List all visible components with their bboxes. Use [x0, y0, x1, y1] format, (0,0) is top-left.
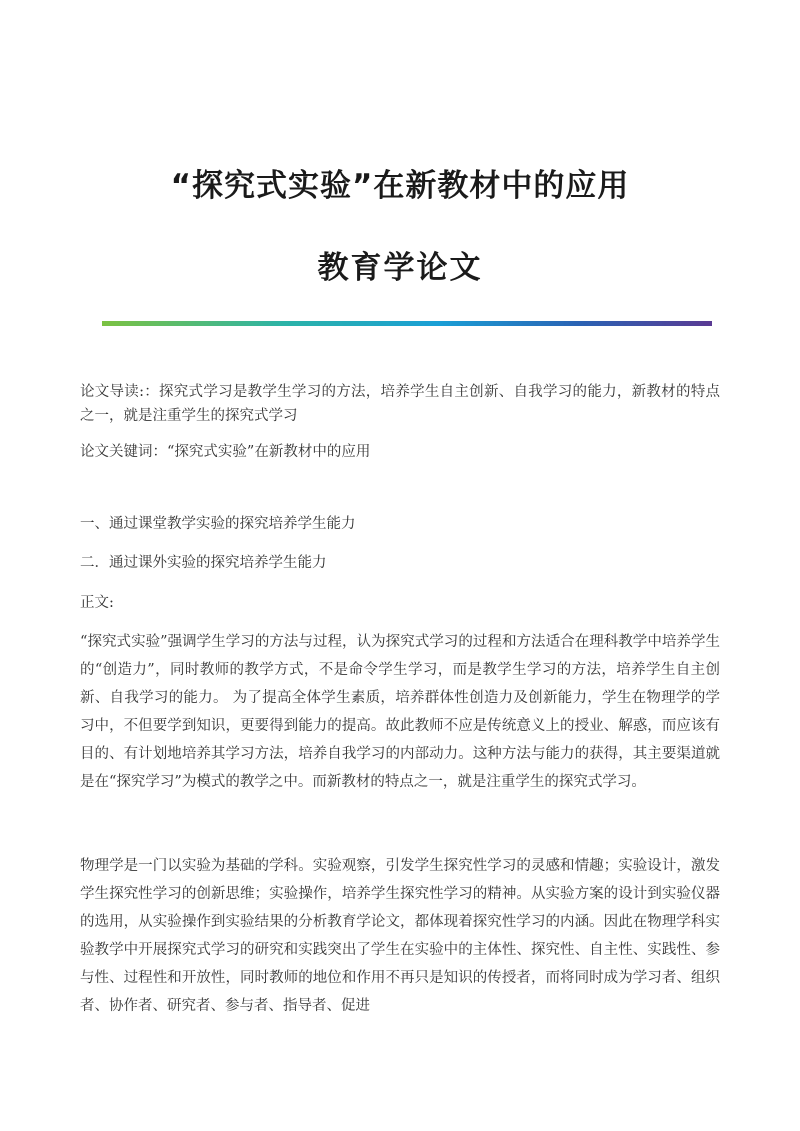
section-heading-2: 二．通过课外实验的探究培养学生能力	[80, 555, 327, 571]
body-label-text: 正文:	[80, 595, 114, 611]
keywords	[80, 440, 720, 464]
section-heading	[80, 512, 720, 536]
section-heading	[80, 551, 720, 575]
paragraph-1: “探究式实验”强调学生学习的方法与过程，认为探究式学习的过程和方法适合在理科教学中培养学生的“创造力”，同时教师的教学方式，不是命令学生学习，而是教学生学习的方法，培养学生自主创新、自我学习的能力。 为了提高全体学生素质，培养群体性创造力及创新能力，学生在物理学的学习中，不但要学到知识，更要得到能力的提高。故此教师不应是传统意义上的授业、解惑，而应该有目的、有计划地培养其学习方法，培养自我学习的内部动力。这种方法与能力的获得，其主要渠道就是在“探究学习”为模式的教学之中。而新教材的特点之一，就是注重学生的探究式学习。	[80, 634, 720, 790]
document-subtitle: 教育学论文	[317, 250, 483, 286]
body-paragraph	[80, 852, 720, 1020]
document-title: “探究式实验”在新教材中的应用	[170, 168, 630, 204]
abstract	[80, 380, 720, 428]
body-label	[80, 591, 720, 615]
abstract-text: 论文导读:：探究式学习是教学生学习的方法，培养学生自主创新、自我学习的能力，新教材的特点之一，就是注重学生的探究式学习	[80, 384, 720, 424]
paragraph-2: 物理学是一门以实验为基础的学科。实验观察，引发学生探究性学习的灵感和情趣；实验设计，激发学生探究性学习的创新思维；实验操作，培养学生探究性学习的精神。从实验方案的设计到实验仪器的选用，从实验操作到实验结果的分析教育学论文，都体现着探究性学习的内涵。因此在物理学科实验教学中开展探究式学习的研究和实践突出了学生在实验中的主体性、探究性、自主性、实践性、参与性、过程性和开放性，同时教师的地位和作用不再只是知识的传授者，而将同时成为学习者、组织者、协作者、研究者、参与者、指导者、促进	[80, 858, 720, 1014]
body-paragraph	[80, 628, 720, 796]
section-heading-1: 一、通过课堂教学实验的探究培养学生能力	[80, 516, 356, 532]
title-divider	[102, 321, 712, 326]
keywords-text: 论文关键词：“探究式实验”在新教材中的应用	[80, 444, 371, 460]
